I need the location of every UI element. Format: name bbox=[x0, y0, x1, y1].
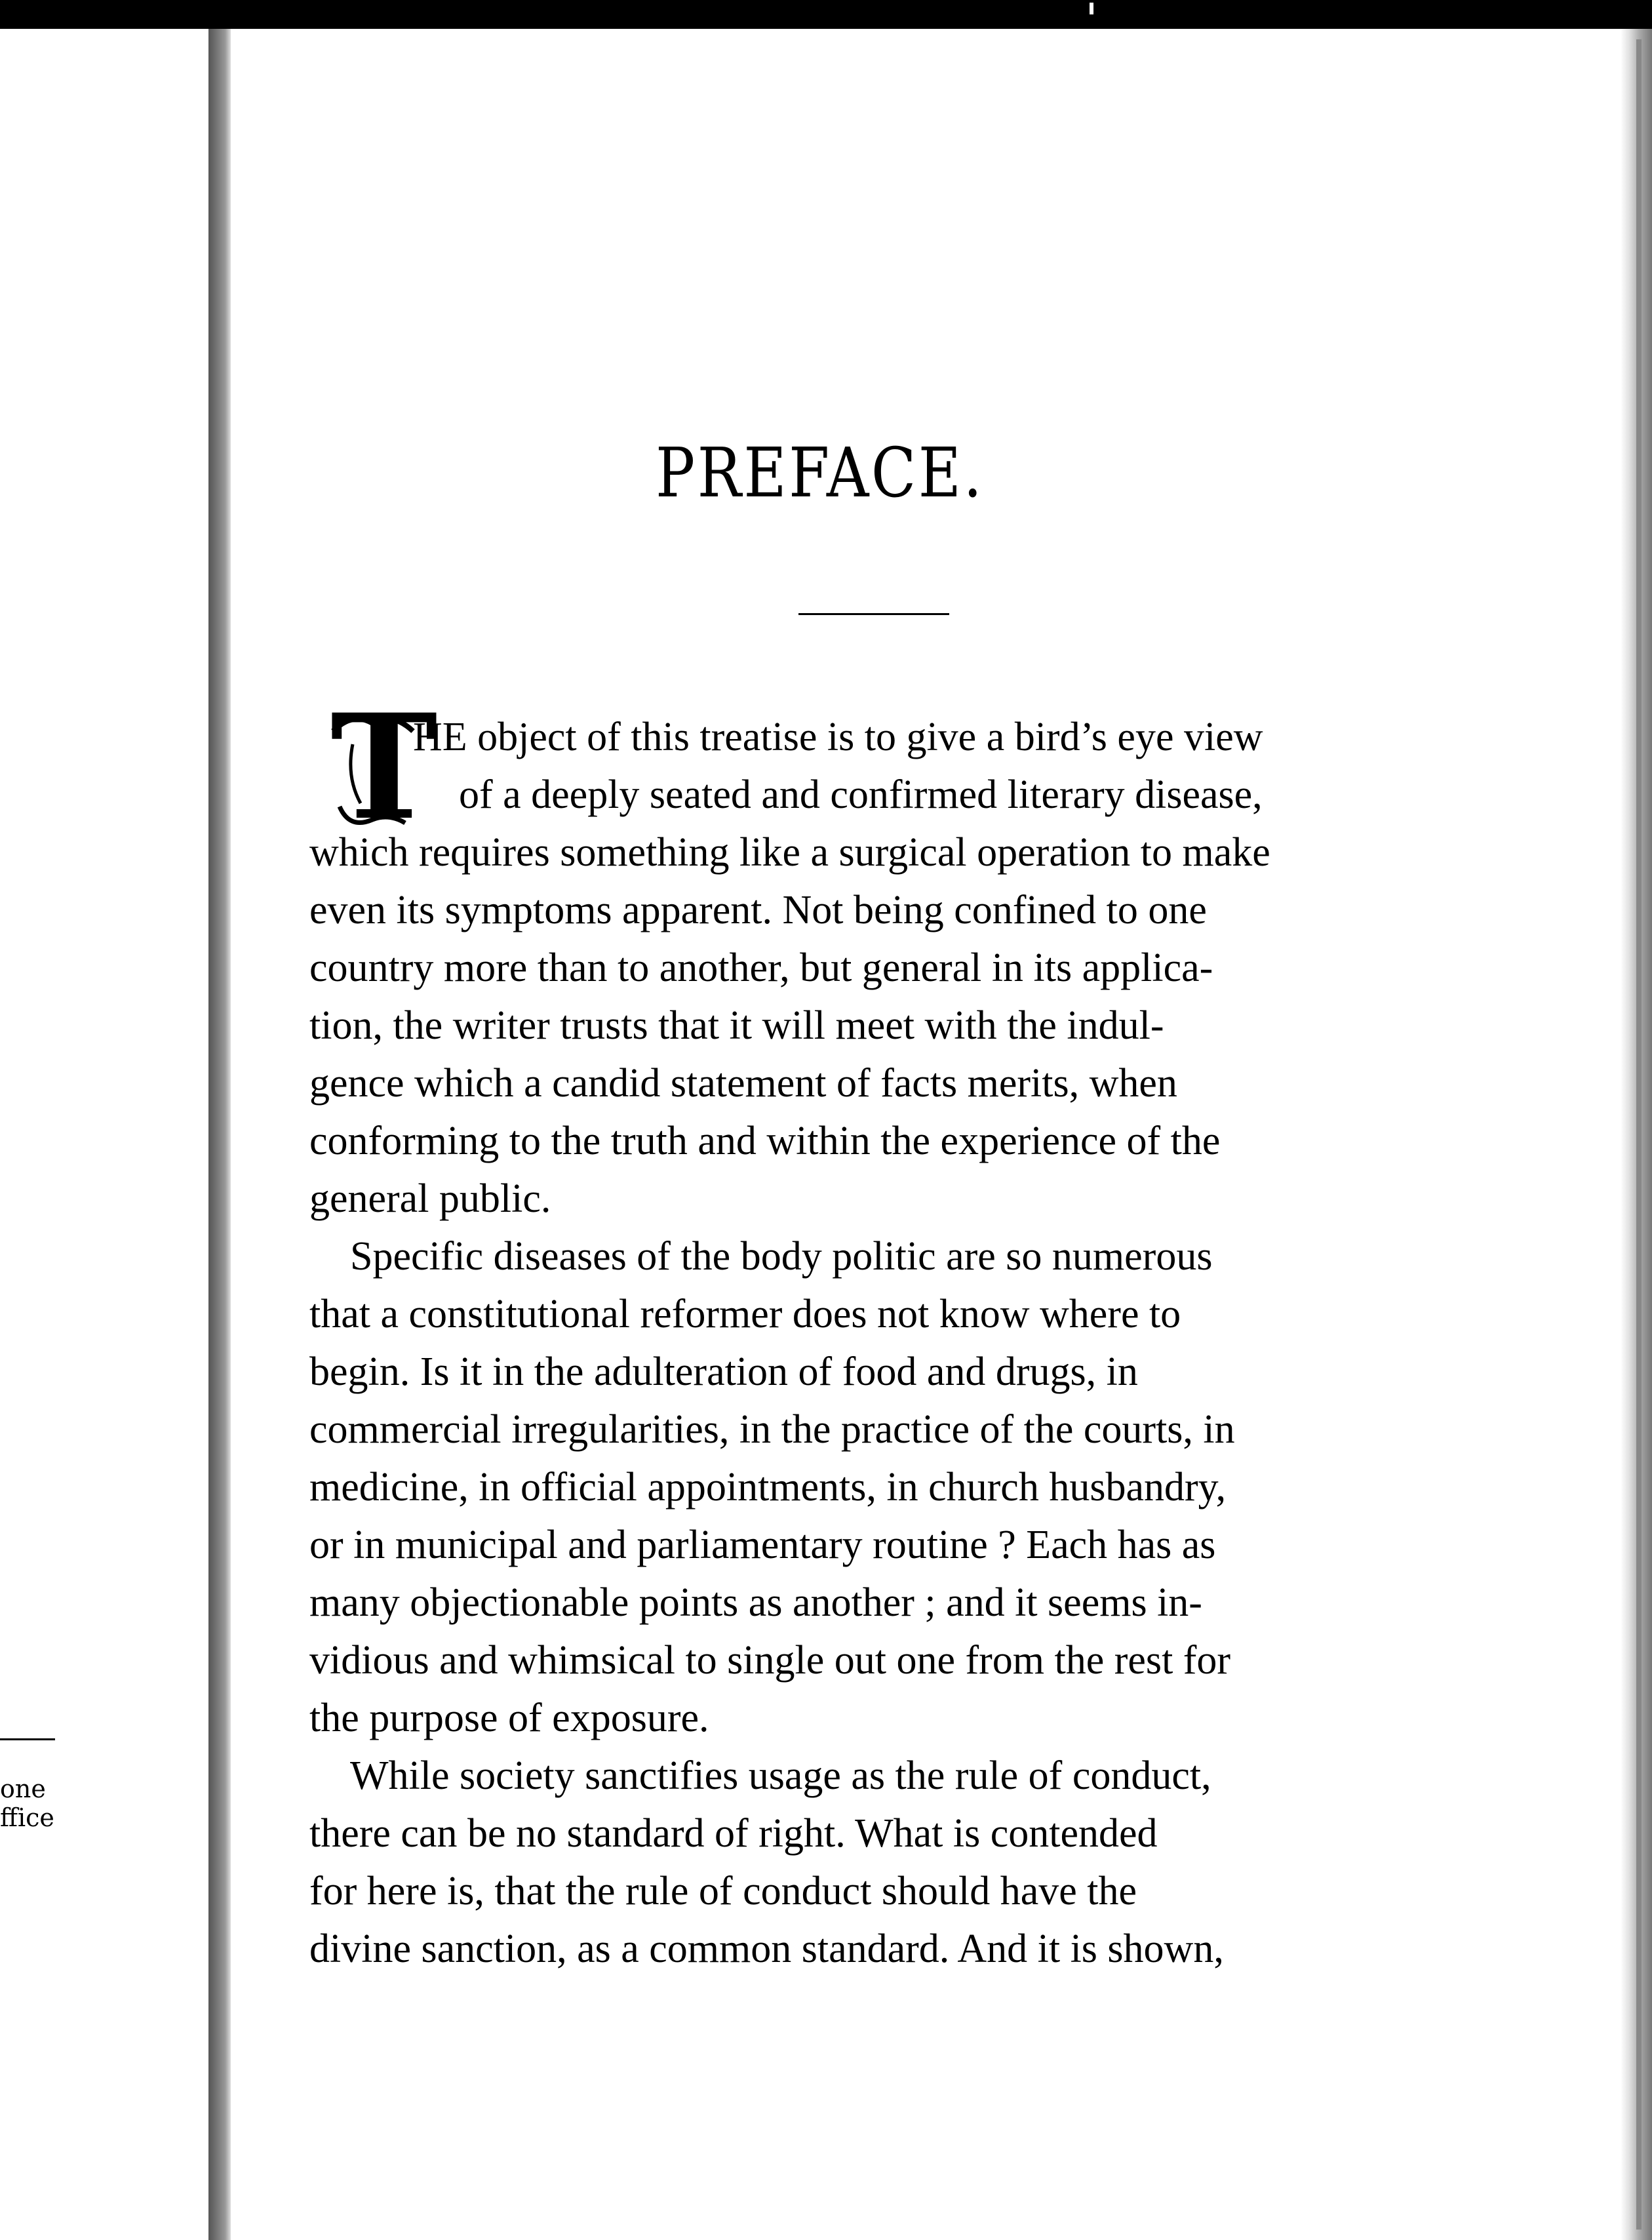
text-line: conforming to the truth and within the experience of the bbox=[309, 1119, 1221, 1163]
preface-body bbox=[309, 708, 1411, 1978]
text-line: Specific diseases of the body politic are so numerous bbox=[350, 1234, 1213, 1279]
text-line: that a constitutional reformer does not know where to bbox=[309, 1292, 1181, 1336]
page-edge-strip bbox=[1636, 39, 1642, 2230]
page-title: PREFACE. bbox=[656, 433, 985, 513]
text-line: of a deeply seated and confirmed literary disease, bbox=[459, 772, 1263, 817]
scan-mark bbox=[1090, 3, 1093, 14]
book-gutter bbox=[208, 29, 231, 2240]
text-line: divine sanction, as a common standard. And it is shown, bbox=[309, 1927, 1224, 1971]
text-line: many objectionable points as another ; and it seems in- bbox=[309, 1580, 1202, 1625]
text-line: even its symptoms apparent. Not being confined to one bbox=[309, 888, 1207, 932]
text-line: the purpose of exposure. bbox=[309, 1696, 709, 1740]
text-line: medicine, in official appointments, in church husbandry, bbox=[309, 1465, 1227, 1510]
text-line: gence which a candid statement of facts merits, when bbox=[309, 1061, 1177, 1106]
scan-top-border bbox=[0, 0, 1652, 29]
text-line: While society sanctifies usage as the rule of conduct, bbox=[350, 1753, 1211, 1798]
title-rule bbox=[798, 613, 949, 615]
text-line: which requires something like a surgical operation to make bbox=[309, 830, 1270, 875]
text-line: vidious and whimsical to single out one from the rest for bbox=[309, 1638, 1231, 1683]
left-fragment-line-1: one bbox=[0, 1774, 46, 1803]
text-line: general public. bbox=[309, 1176, 551, 1221]
left-page-rule bbox=[0, 1738, 55, 1740]
text-line: tion, the writer trusts that it will meet with the indul- bbox=[309, 1003, 1164, 1048]
left-page-fragment bbox=[0, 29, 208, 2240]
text-line: begin. Is it in the adulteration of food and drugs, in bbox=[309, 1350, 1138, 1394]
text-line: or in municipal and parliamentary routine ? Each has as bbox=[309, 1523, 1216, 1567]
text-line: there can be no standard of right. What is contended bbox=[309, 1811, 1158, 1856]
text-line: commercial irregularities, in the practice of the courts, in bbox=[309, 1407, 1235, 1452]
left-fragment-line-2: ffice bbox=[0, 1803, 54, 1832]
text-line: HE object of this treatise is to give a bird’s eye view bbox=[413, 715, 1263, 759]
drop-cap-letter: T bbox=[330, 682, 438, 852]
text-line: country more than to another, but general in its applica- bbox=[309, 946, 1213, 990]
text-line: for here is, that the rule of conduct should have the bbox=[309, 1869, 1137, 1913]
